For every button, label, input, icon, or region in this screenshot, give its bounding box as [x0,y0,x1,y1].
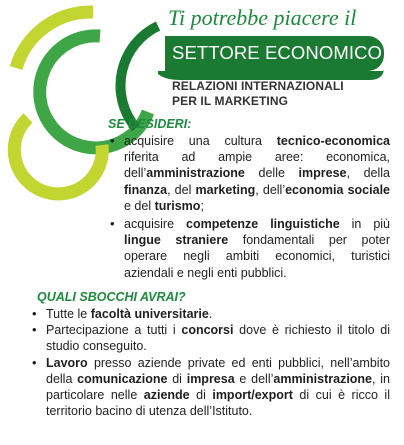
bold-text: competenze linguistiche [186,217,340,232]
section-heading-desideri: SE DESIDERI: [108,117,192,131]
list-item: • Lavoro presso aziende private ed enti pubblici, nell’ambito della comunicazione di impresa e dell’amministrazione, in particolare nelle aziende di import/export di cui è ricco il territorio bacino di utenza dell’Istituto. [30,355,390,420]
list-item: • acquisire una cultura tecnico-economica riferita ad ampie aree: economica, dell’amministrazione delle imprese, della finanza, del marketing, dell’economia sociale e del turismo; [108,133,390,214]
bold-text: lingue straniere [124,233,229,248]
list-item: • acquisire competenze linguistiche in più lingue straniere fondamentali per poter operare negli ambiti economici, turistici aziendali e negli enti pubblici. [108,216,390,281]
bold-text: import/export [212,388,293,403]
subtitle-line-2: PER IL MARKETING [172,94,289,108]
bold-text: impresa [186,371,235,386]
subtitle-line-1: RELAZIONI INTERNAZIONALI [172,79,344,93]
bold-text: tecnico-economica [276,134,390,148]
bold-text: imprese [298,166,347,181]
list-item: • Tutte le facoltà universitarie. [30,306,390,322]
bold-text: amministrazione [146,166,245,181]
list-item: • Partecipazione a tutti i concorsi dove è richiesto il titolo di studio conseguito. [30,322,390,354]
bold-text: turismo [154,198,201,213]
dark-green-hook [121,26,158,128]
sbocchi-list [30,306,390,419]
banner-title: SETTORE ECONOMICO [172,42,383,63]
bold-text: finanza [124,182,168,197]
bold-text: comunicazione [77,371,168,386]
section-heading-sbocchi: QUALI SBOCCHI AVRAI? [37,290,186,304]
bold-text: facoltà universitarie [90,307,209,321]
desideri-list [108,133,390,281]
bold-text: aziende [143,388,190,403]
tagline: Ti potrebbe piacere il [168,5,357,30]
bold-text: Lavoro [46,355,88,370]
bold-text: economia sociale [285,182,390,197]
subtitle [172,79,344,109]
bold-text: concorsi [181,323,234,338]
bold-text: marketing [195,182,256,197]
bold-text: amministrazione [273,371,373,386]
